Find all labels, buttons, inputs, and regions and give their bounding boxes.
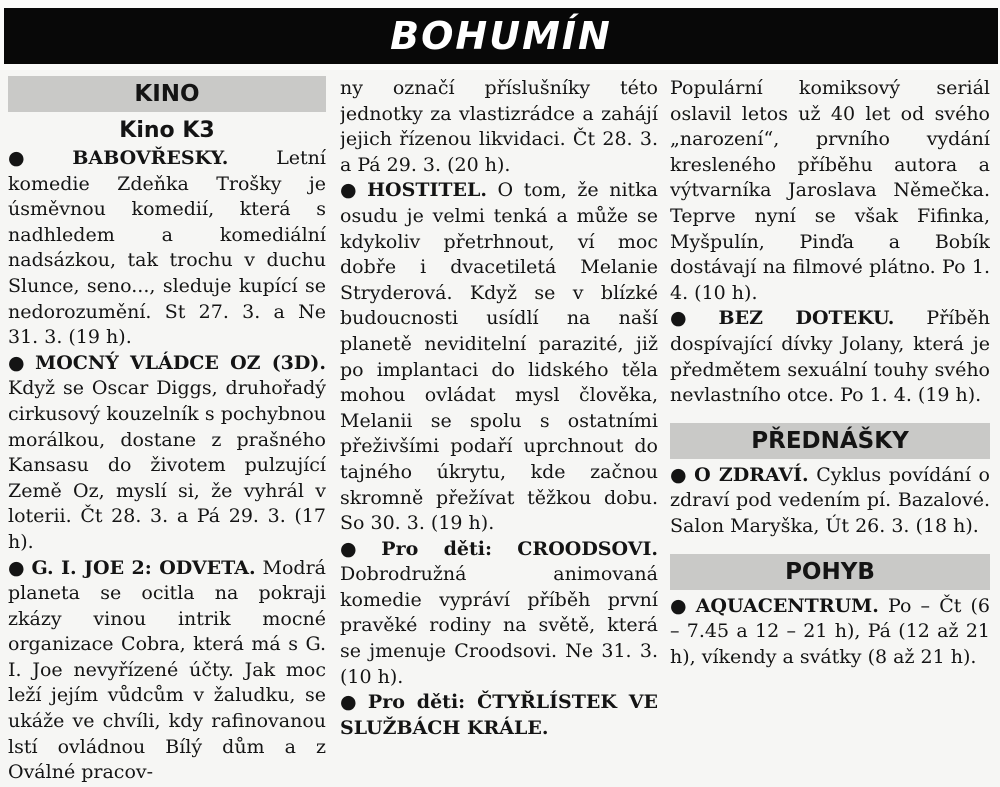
entry-text: Po – Čt (6 – 7.45 a 12 – 21 h), Pá (12 až 21 h), víkendy a svátky (8 až 21 h). — [670, 594, 990, 668]
section-heading-pohyb: POHYB — [670, 554, 990, 590]
bullet-icon: ● — [670, 307, 713, 330]
bullet-icon: ● — [340, 691, 362, 714]
entry-title: AQUACENTRUM. — [695, 594, 879, 617]
column-2 — [340, 76, 658, 787]
listing-entry — [8, 146, 326, 351]
bullet-icon: ● — [670, 463, 689, 486]
entry-title: BEZ DOTEKU. — [718, 307, 895, 330]
entry-title: G. I. JOE 2: ODVETA. — [31, 556, 256, 579]
listing-entry — [670, 306, 990, 408]
listing-entry — [8, 351, 326, 556]
entry-text: Když se Oscar Diggs, druhořadý cirkusový kouzelník s pochybnou morálkou, dostane z prašného Kansasu do životem pulzující Země Oz, myslí si, že vyhrál v loterii. Čt 28. 3. a Pá 29. 3. (17 h). — [8, 377, 326, 553]
entry-text: Příběh dospívající dívky Jolany, která je předmětem sexuální touhy svého nevlastního otce. Po 1. 4. (19 h). — [670, 307, 990, 407]
entry-text: Letní komedie Zdeňka Trošky je úsměvnou komedií, která s nadhledem a komediální nadsázkou, tak trochu v duchu Slunce, seno..., sleduje kupící se nedorozumění. St 27. 3. a Ne 31. 3. (19 h). — [8, 147, 326, 349]
page-title: BOHUMÍN — [390, 14, 612, 58]
entry-title: MOCNÝ VLÁDCE OZ (3D). — [35, 351, 326, 374]
listing-entry — [670, 463, 990, 540]
listing-entry — [340, 537, 658, 691]
entry-title: BABOVŘESKY. — [72, 147, 229, 169]
entry-title: Pro děti: CROODSOVI. — [381, 537, 658, 560]
bullet-icon: ● — [8, 351, 30, 374]
venue-heading: Kino K3 — [119, 118, 215, 143]
masthead — [0, 0, 1000, 70]
entry-title: HOSTITEL. — [367, 179, 487, 202]
bullet-icon: ● — [8, 556, 26, 579]
continued-text: Populární komiksový seriál oslavil letos už 40 let od svého „narození“, prvního vydání kresleného příběhu autora a výtvarníka Jaroslava Němečka. Teprve nyní se však Fifinka, Myšpulín, Pinďa a Bobík dostávají na filmové plátno. Po 1. 4. (10 h). — [670, 77, 990, 304]
entry-text: O tom, že nitka osudu je velmi tenká a může se kdykoliv přetrhnout, ví moc dobře i dvacetiletá Melanie Stryderová. Když se v blízké budoucnosti usídlí na naší planetě neviditelní parazité, již po implantaci do lidského těla mohou ovládat mysl člověka, Melanii se spolu s ostatními přeživšími podaří uprchnout do tajného úkrytu, kde začnou skromně přežívat těžkou dobu. So 30. 3. (19 h). — [340, 179, 658, 535]
column-1 — [8, 76, 326, 787]
bullet-icon: ● — [340, 179, 362, 202]
section-heading-kino: KINO — [8, 76, 326, 112]
listing-entry — [340, 178, 658, 536]
bullet-icon: ● — [340, 537, 376, 560]
listing-entry — [670, 594, 990, 671]
bullet-icon: ● — [8, 147, 67, 169]
masthead-bar — [4, 8, 998, 64]
entry-text: Dobrodružná animovaná komedie vypráví příběh první pravěké rodiny na světě, která se jmenuje Croodsovi. Ne 31. 3. (10 h). — [340, 563, 658, 688]
entry-title: O ZDRAVÍ. — [694, 463, 809, 486]
bullet-icon: ● — [670, 594, 690, 617]
listing-entry — [340, 690, 658, 741]
continued-text: ny označí příslušníky této jednotky za vlastizrádce a zahájí jejich řízenou likvidaci. Čt 28. 3. a Pá 29. 3. (20 h). — [340, 77, 658, 176]
entry-title: Pro děti: ČTYŘLÍSTEK VE SLUŽBÁCH KRÁLE. — [340, 691, 658, 739]
section-heading-prednasky: PŘEDNÁŠKY — [670, 423, 990, 459]
listing-entry — [8, 556, 326, 786]
entry-text: Modrá planeta se ocitla na pokraji zkázy vinou intrik mocné organizace Cobra, která má s G. I. Joe nevyřízené účty. Jak moc leží jejím vůdcům v žaludku, se ukáže ve chvíli, kdy rafinovanou lstí ovládnou Bílý dům a z Oválné pracov- — [8, 556, 326, 784]
entry-text: Cyklus povídání o zdraví pod vedením pí. Bazalové. Salon Maryška, Út 26. 3. (18 h). — [670, 463, 990, 537]
column-3 — [670, 76, 990, 787]
